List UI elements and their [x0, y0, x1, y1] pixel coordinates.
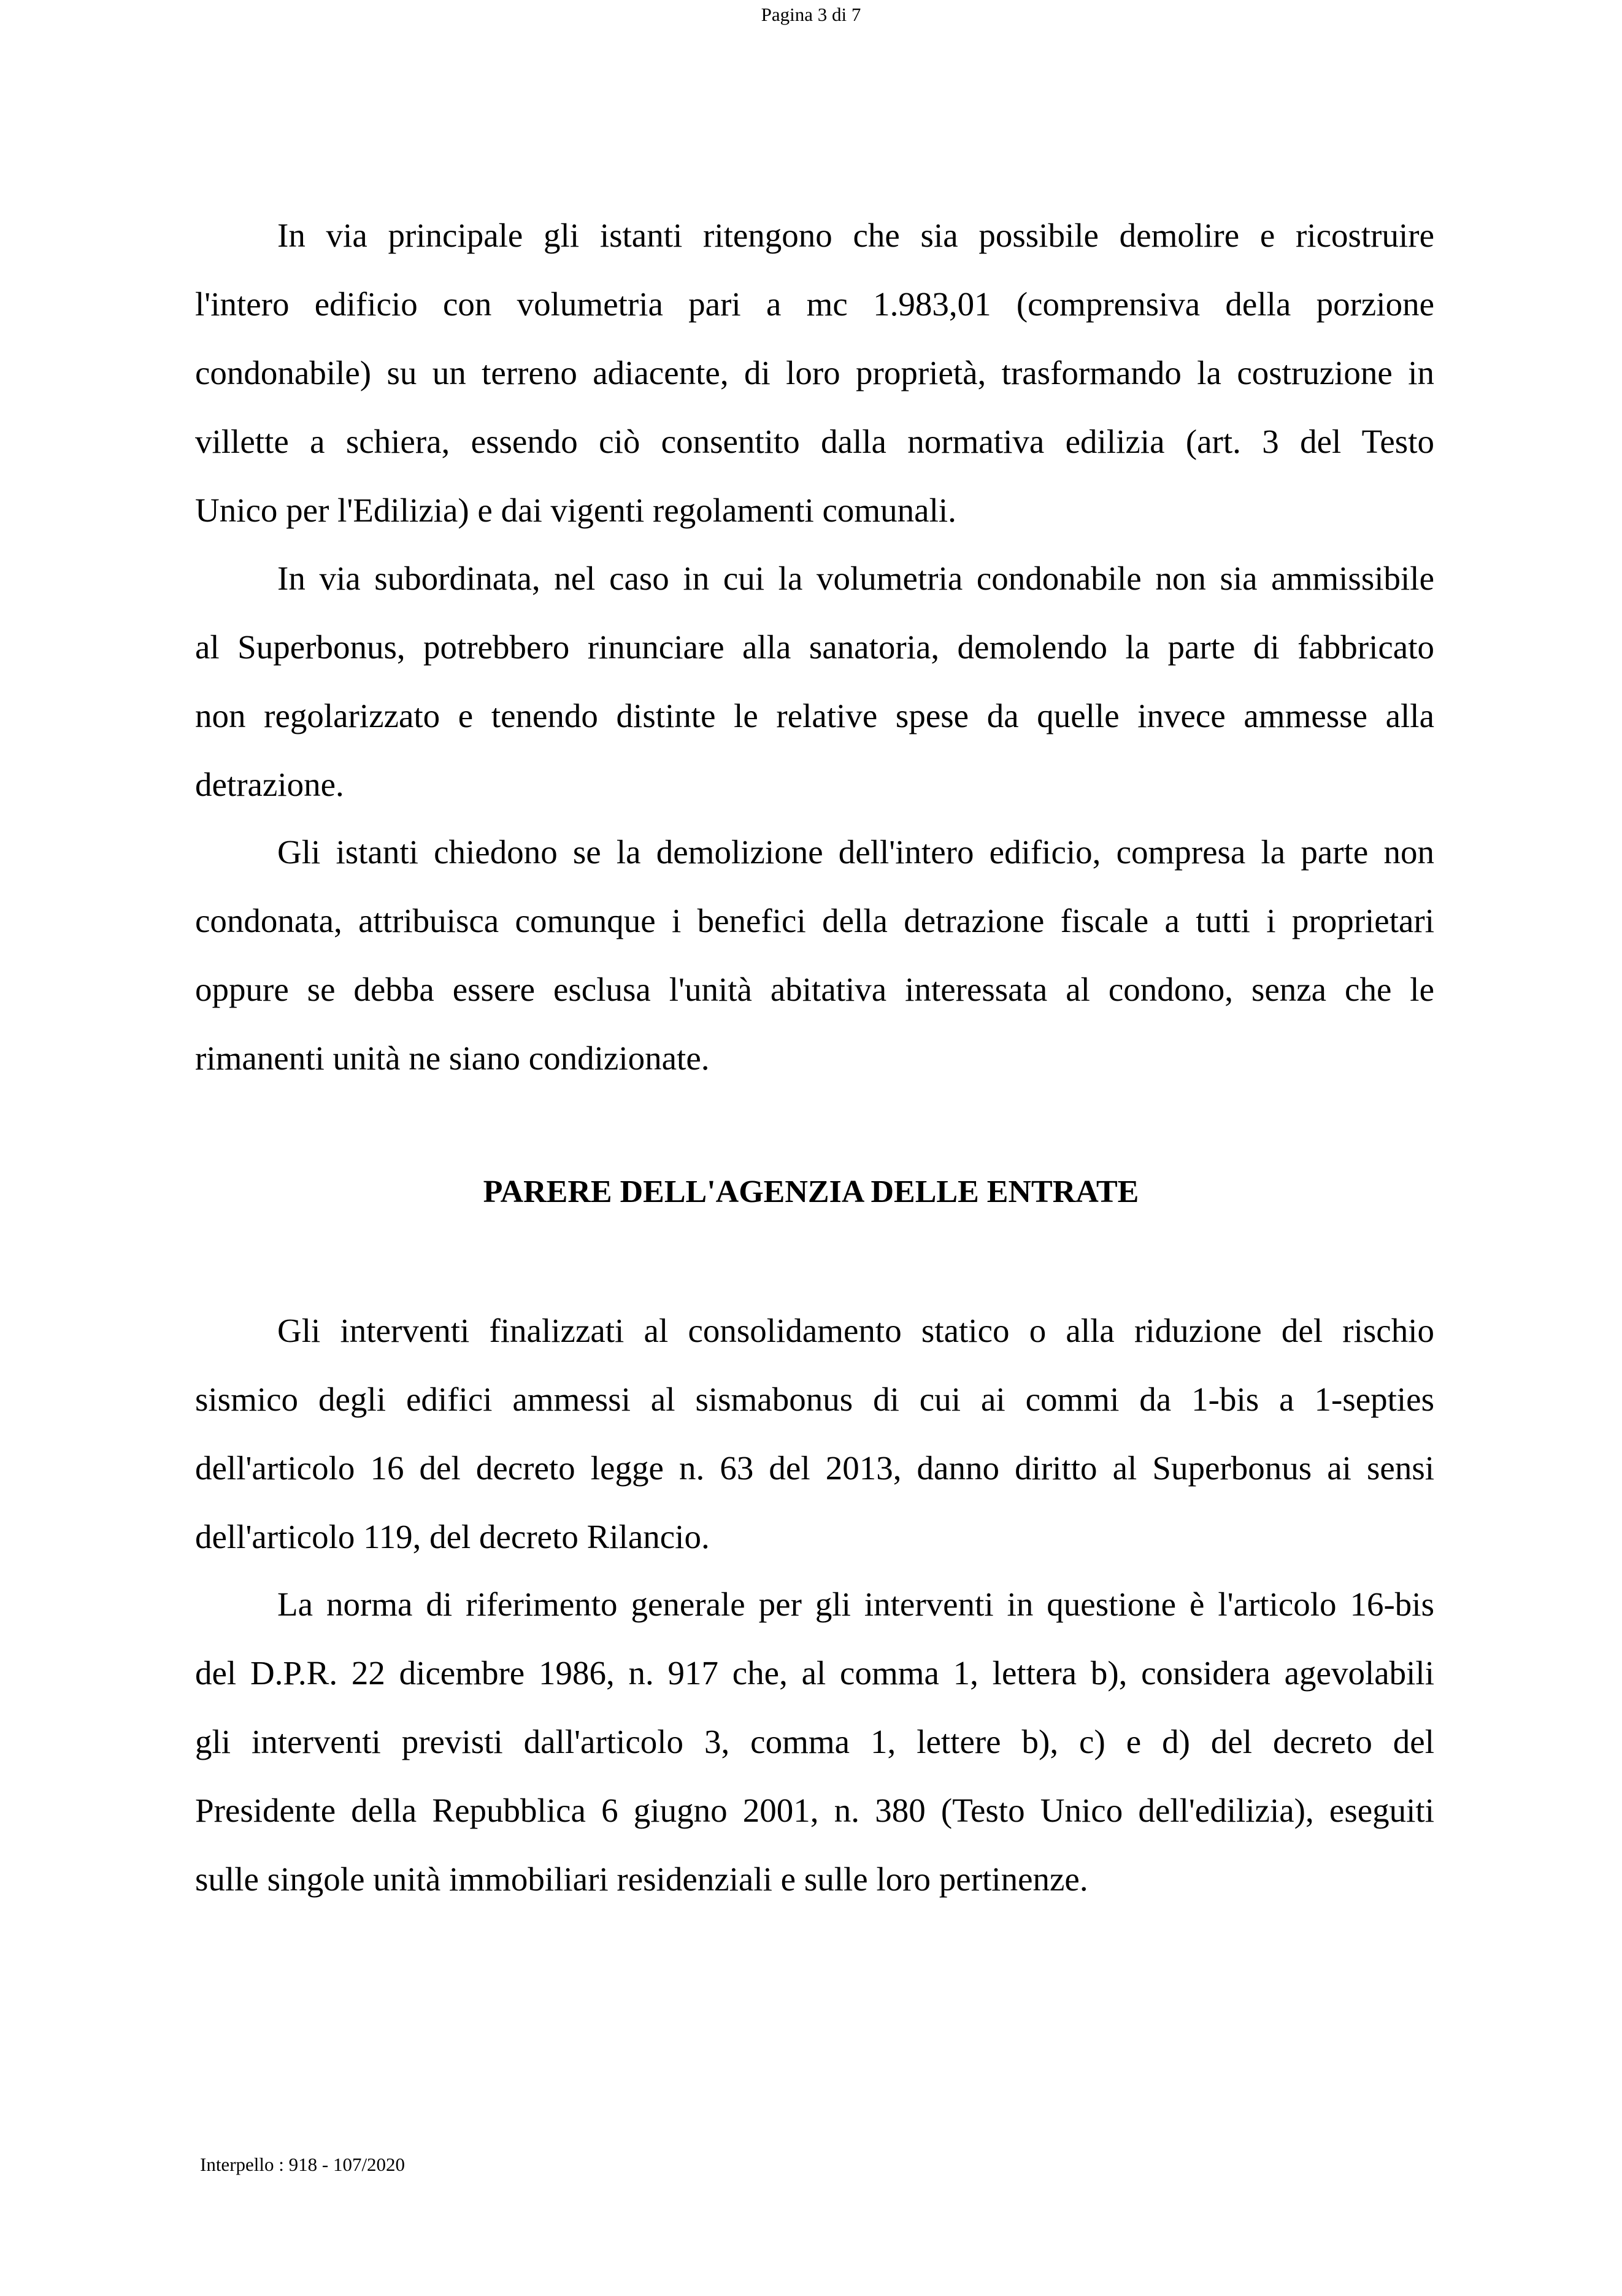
paragraph-subordinate-request — [195, 544, 1434, 819]
text-line: sismico degli edifici ammessi al sismabonus di cui ai commi da 1-bis a 1-septies — [195, 1381, 1434, 1418]
page-number-header: Pagina 3 di 7 — [761, 4, 861, 25]
text-line: condonata, attribuisca comunque i benefici della detrazione fiscale a tutti i proprietari — [195, 902, 1434, 939]
paragraph-reference-norm — [195, 1570, 1434, 1914]
text-line: rimanenti unità ne siano condizionate. — [195, 1039, 710, 1077]
text-line: Gli istanti chiedono se la demolizione dell'intero edificio, compresa la parte non — [277, 833, 1434, 871]
text-line: La norma di riferimento generale per gli interventi in questione è l'articolo 16-bis — [277, 1585, 1434, 1623]
text-line: dell'articolo 16 del decreto legge n. 63 del 2013, danno diritto al Superbonus ai sensi — [195, 1449, 1434, 1487]
text-line: In via principale gli istanti ritengono che sia possibile demolire e ricostruire — [277, 217, 1434, 254]
text-line: Presidente della Repubblica 6 giugno 2001, n. 380 (Testo Unico dell'edilizia), eseguiti — [195, 1792, 1434, 1829]
paragraph-sismabonus — [195, 1296, 1434, 1571]
text-line: oppure se debba essere esclusa l'unità abitativa interessata al condono, senza che le — [195, 971, 1434, 1008]
text-line: non regolarizzato e tenendo distinte le relative spese da quelle invece ammesse alla — [195, 697, 1434, 734]
text-line: gli interventi previsti dall'articolo 3, comma 1, lettere b), c) e d) del decreto del — [195, 1723, 1434, 1760]
text-line: detrazione. — [195, 766, 344, 803]
text-line: villette a schiera, essendo ciò consentito dalla normativa edilizia (art. 3 del Testo — [195, 423, 1434, 460]
text-line: l'intero edificio con volumetria pari a mc 1.983,01 (comprensiva della porzione — [195, 285, 1434, 323]
footer-reference: Interpello : 918 - 107/2020 — [200, 2154, 406, 2175]
text-line: Unico per l'Edilizia) e dai vigenti regolamenti comunali. — [195, 491, 956, 529]
text-line: condonabile) su un terreno adiacente, di loro proprietà, trasformando la costruzione in — [195, 354, 1434, 391]
section-heading: PARERE DELL'AGENZIA DELLE ENTRATE — [483, 1174, 1139, 1209]
paragraph-question — [195, 818, 1434, 1093]
text-line: del D.P.R. 22 dicembre 1986, n. 917 che, al comma 1, lettera b), considera agevolabili — [195, 1654, 1434, 1692]
text-line: al Superbonus, potrebbero rinunciare alla sanatoria, demolendo la parte di fabbricato — [195, 628, 1434, 666]
text-line: dell'articolo 119, del decreto Rilancio. — [195, 1518, 710, 1555]
text-line: sulle singole unità immobiliari residenziali e sulle loro pertinenze. — [195, 1860, 1088, 1898]
text-line: Gli interventi finalizzati al consolidamento statico o alla riduzione del rischio — [277, 1312, 1434, 1349]
text-line: In via subordinata, nel caso in cui la volumetria condonabile non sia ammissibile — [277, 560, 1434, 597]
paragraph-principal-request — [195, 201, 1434, 545]
